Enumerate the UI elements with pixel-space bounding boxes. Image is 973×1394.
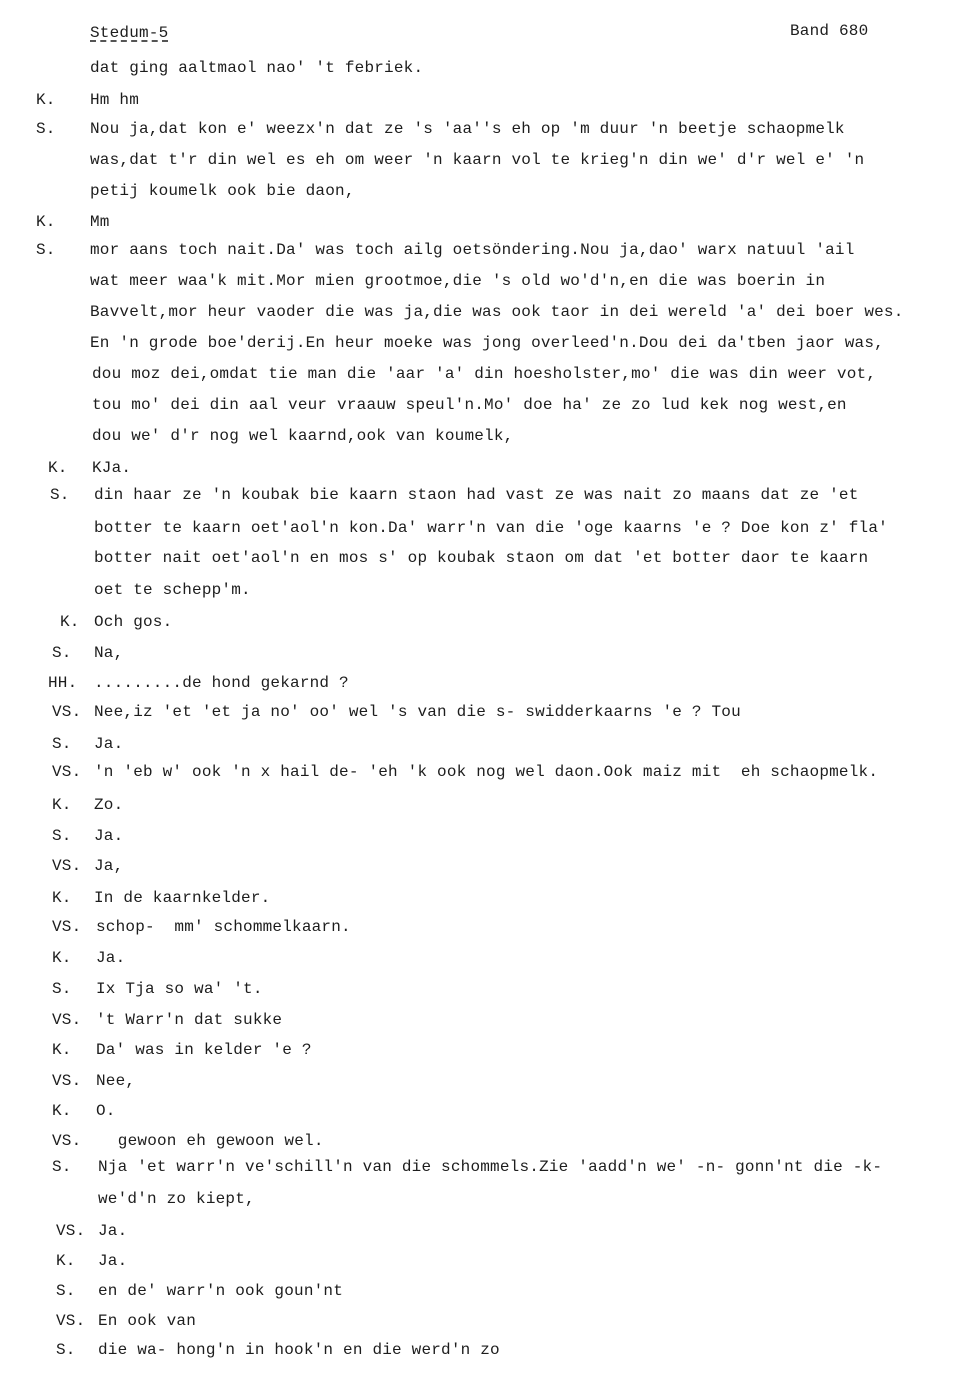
transcript-line: dat ging aaltmaol nao' 't febriek. — [90, 59, 424, 77]
transcript-line: Ja. — [94, 827, 124, 845]
transcript-line: Nee, — [96, 1072, 136, 1090]
speaker-label: K. — [52, 949, 72, 967]
transcript-line: Ja. — [94, 735, 124, 753]
transcript-line: Mm — [90, 213, 110, 231]
speaker-label: S. — [52, 644, 72, 662]
speaker-label: VS. — [52, 703, 82, 721]
transcript-line: Och gos. — [94, 613, 173, 631]
transcript-line: oet te schepp'm. — [94, 581, 251, 599]
speaker-label: K. — [52, 1041, 72, 1059]
speaker-label: S. — [56, 1282, 76, 1300]
transcript-line: O. — [96, 1102, 116, 1120]
transcript-line: 'n 'eb w' ook 'n x hail de- 'eh 'k ook nog wel daon.Ook maiz mit eh schaopmelk. — [94, 763, 879, 781]
transcript-line: was,dat t'r din wel es eh om weer 'n kaarn vol te krieg'n din we' d'r wel e' 'n — [90, 151, 865, 169]
transcript-line: tou mo' dei din aal veur vraauw speul'n.Mo' doe ha' ze zo lud kek nog west,en — [92, 396, 847, 414]
transcript-line: Ja. — [96, 949, 126, 967]
transcript-line: In de kaarnkelder. — [94, 889, 271, 907]
speaker-label: K. — [52, 1102, 72, 1120]
speaker-label: K. — [36, 213, 56, 231]
speaker-label: VS. — [52, 1072, 82, 1090]
transcript-line: Ja, — [94, 857, 124, 875]
speaker-label: S. — [36, 120, 56, 138]
transcript-line: petij koumelk ook bie daon, — [90, 182, 355, 200]
speaker-label: VS. — [56, 1222, 86, 1240]
speaker-label: S. — [52, 735, 72, 753]
speaker-label: K. — [60, 613, 80, 631]
speaker-label: VS. — [52, 857, 82, 875]
speaker-label: S. — [50, 486, 70, 504]
speaker-label: K. — [56, 1252, 76, 1270]
speaker-label: S. — [52, 980, 72, 998]
speaker-label: S. — [56, 1341, 76, 1359]
transcript-line: dou moz dei,omdat tie man die 'aar 'a' din hoesholster,mo' die was din weer vot, — [92, 365, 877, 383]
speaker-label: VS. — [52, 1132, 82, 1150]
transcript-line: Ja. — [98, 1252, 128, 1270]
transcript-line: Bavvelt,mor heur vaoder die was ja,die was ook taor in dei wereld 'a' dei boer wes. — [90, 303, 904, 321]
transcript-line: din haar ze 'n koubak bie kaarn staon had vast ze was nait zo maans dat ze 'et — [94, 486, 859, 504]
transcript-line: Zo. — [94, 796, 124, 814]
transcript-line: gewoon eh gewoon wel. — [108, 1132, 324, 1150]
speaker-label: VS. — [52, 1011, 82, 1029]
speaker-label: S. — [52, 1158, 72, 1176]
transcript-line: mor aans toch nait.Da' was toch ailg oetsöndering.Nou ja,dao' warx natuul 'ail — [90, 241, 855, 259]
speaker-label: VS. — [56, 1312, 86, 1330]
speaker-label: K. — [36, 91, 56, 109]
transcript-line: we'd'n zo kiept, — [98, 1190, 255, 1208]
transcript-line: wat meer waa'k mit.Mor mien grootmoe,die 's old wo'd'n,en die was boerin in — [90, 272, 826, 290]
transcript-line: die wa- hong'n in hook'n en die werd'n zo — [98, 1341, 500, 1359]
transcript-line: Nou ja,dat kon e' weezx'n dat ze 's 'aa''s eh op 'm duur 'n beetje schaopmelk — [90, 120, 845, 138]
speaker-label: K. — [48, 459, 68, 477]
tape-number: Band 680 — [790, 22, 869, 40]
speaker-label: VS. — [52, 763, 82, 781]
transcript-line: botter te kaarn oet'aol'n kon.Da' warr'n van die 'oge kaarns 'e ? Doe kon z' fla' — [94, 519, 888, 537]
speaker-label: VS. — [52, 918, 82, 936]
transcript-line: Ix Tja so wa' 't. — [96, 980, 263, 998]
speaker-label: S. — [36, 241, 56, 259]
transcript-line: Ja. — [98, 1222, 128, 1240]
transcript-line: Nja 'et warr'n ve'schill'n van die schommels.Zie 'aadd'n we' -n- gonn'nt die -k- — [98, 1158, 883, 1176]
transcript-line: en de' warr'n ook goun'nt — [98, 1282, 344, 1300]
transcript-line: Da' was in kelder 'e ? — [96, 1041, 312, 1059]
transcript-line: En 'n grode boe'derij.En heur moeke was jong overleed'n.Dou dei da'tben jaor was, — [90, 334, 884, 352]
transcript-line: KJa. — [92, 459, 132, 477]
transcript-line: botter nait oet'aol'n en mos s' op koubak staon om dat 'et botter daor te kaarn — [94, 549, 869, 567]
speaker-label: S. — [52, 827, 72, 845]
speaker-label: HH. — [48, 674, 78, 692]
document-id: Stedum-5 — [90, 24, 169, 42]
transcript-line: En ook van — [98, 1312, 197, 1330]
transcript-line: Na, — [94, 644, 124, 662]
transcript-line: 't Warr'n dat sukke — [96, 1011, 283, 1029]
transcript-line: .........de hond gekarnd ? — [94, 674, 349, 692]
speaker-label: K. — [52, 889, 72, 907]
transcript-line: schop- mm' schommelkaarn. — [96, 918, 351, 936]
speaker-label: K. — [52, 796, 72, 814]
transcript-line: Nee,iz 'et 'et ja no' oo' wel 's van die s- swidderkaarns 'e ? Tou — [94, 703, 741, 721]
transcript-line: dou we' d'r nog wel kaarnd,ook van koumelk, — [92, 427, 514, 445]
transcript-line: Hm hm — [90, 91, 140, 109]
